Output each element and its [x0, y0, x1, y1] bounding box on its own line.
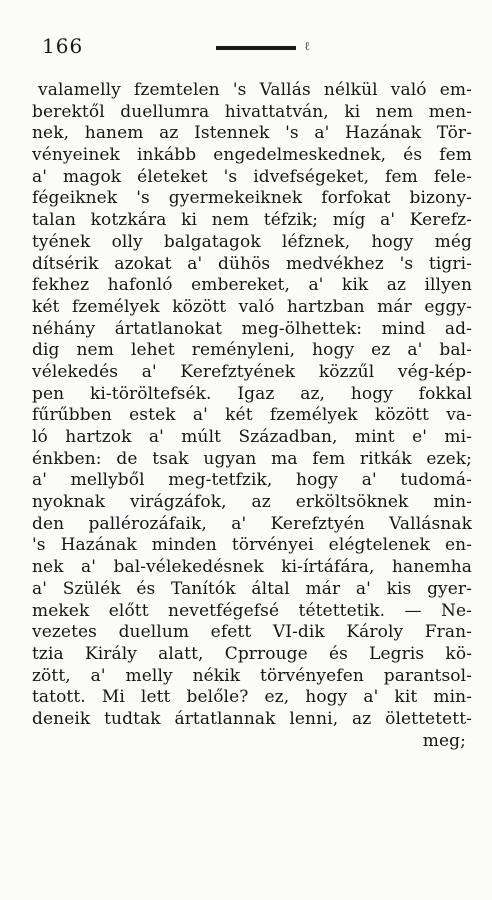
text-line: talan kotzkára ki nem téfzik; míg a' Kerefz-: [32, 210, 472, 231]
text-line: fűrűbben estek a' két fzemélyek között va-: [32, 405, 472, 426]
text-line: tyének olly balgatagok léfznek, hogy még: [32, 231, 472, 252]
text-line: a' magok életeket 's idvefségeket, fem fele-: [32, 166, 472, 187]
text-line: mekek előtt nevetfégefsé tétettetik. — Ne-: [32, 600, 472, 621]
page-header: [40, 34, 460, 64]
header-rule: [216, 46, 296, 50]
text-line: nyoknak virágzáfok, az erköltsöknek min-: [32, 492, 472, 513]
header-mark: ℓ: [304, 39, 310, 53]
text-line: tatott. Mi lett belőle? ez, hogy a' kit min-: [32, 687, 472, 708]
text-line: nek a' bal-vélekedésnek ki-írtáfára, hanemha: [32, 557, 472, 578]
text-line: a' mellyből meg-tetfzik, hogy a' tudomá-: [32, 470, 472, 491]
body-text: [32, 80, 472, 752]
text-line: meg;: [422, 730, 466, 751]
text-line: néhány ártatlanokat meg-ölhettek: mind ad-: [32, 318, 472, 339]
text-line: berektől duellumra hivattatván, ki nem men-: [32, 101, 472, 122]
text-line: két fzemélyek között való hartzban már eggy-: [32, 296, 472, 317]
text-line: tzia Király alatt, Cprrouge és Legris kö-: [32, 643, 472, 664]
text-line: fekhez hafonló embereket, a' kik az illyen: [32, 275, 472, 296]
text-line: énkben: de tsak ugyan ma fem ritkák ezek;: [32, 448, 472, 469]
text-line: vényeinek inkább engedelmeskednek, és fem: [32, 145, 472, 166]
text-line: vezetes duellum efett VI-dik Károly Fran-: [32, 622, 472, 643]
page-number: 166: [42, 34, 84, 58]
text-line: nek, hanem az Istennek 's a' Hazának Tör-: [32, 123, 472, 144]
text-line: valamelly fzemtelen 's Vallás nélkül való em-: [38, 80, 472, 100]
text-line: pen ki-töröltefsék. Igaz az, hogy fokkal: [32, 383, 472, 404]
text-line: den pallérozáfaik, a' Kerefztyén Vallásnak: [32, 513, 472, 534]
text-line: 's Hazának minden törvényei elégtelenek en-: [32, 535, 472, 556]
text-line: fégeiknek 's gyermekeiknek forfokat bizony-: [32, 188, 472, 209]
text-line: dítsérik azokat a' dühös medvékhez 's tigri-: [32, 253, 472, 274]
text-line: dig nem lehet reményleni, hogy ez a' bal-: [32, 340, 472, 361]
text-line: vélekedés a' Kerefztyének közzűl vég-kép-: [32, 361, 472, 382]
text-line: a' Szülék és Tanítók által már a' kis gyer-: [32, 578, 472, 599]
text-line: deneik tudtak ártatlannak lenni, az ölettetett-: [32, 708, 472, 729]
text-line: ló hartzok a' múlt Században, mint e' mi-: [32, 427, 472, 447]
text-line: zött, a' melly nékik törvényefen parantsol-: [32, 665, 472, 686]
